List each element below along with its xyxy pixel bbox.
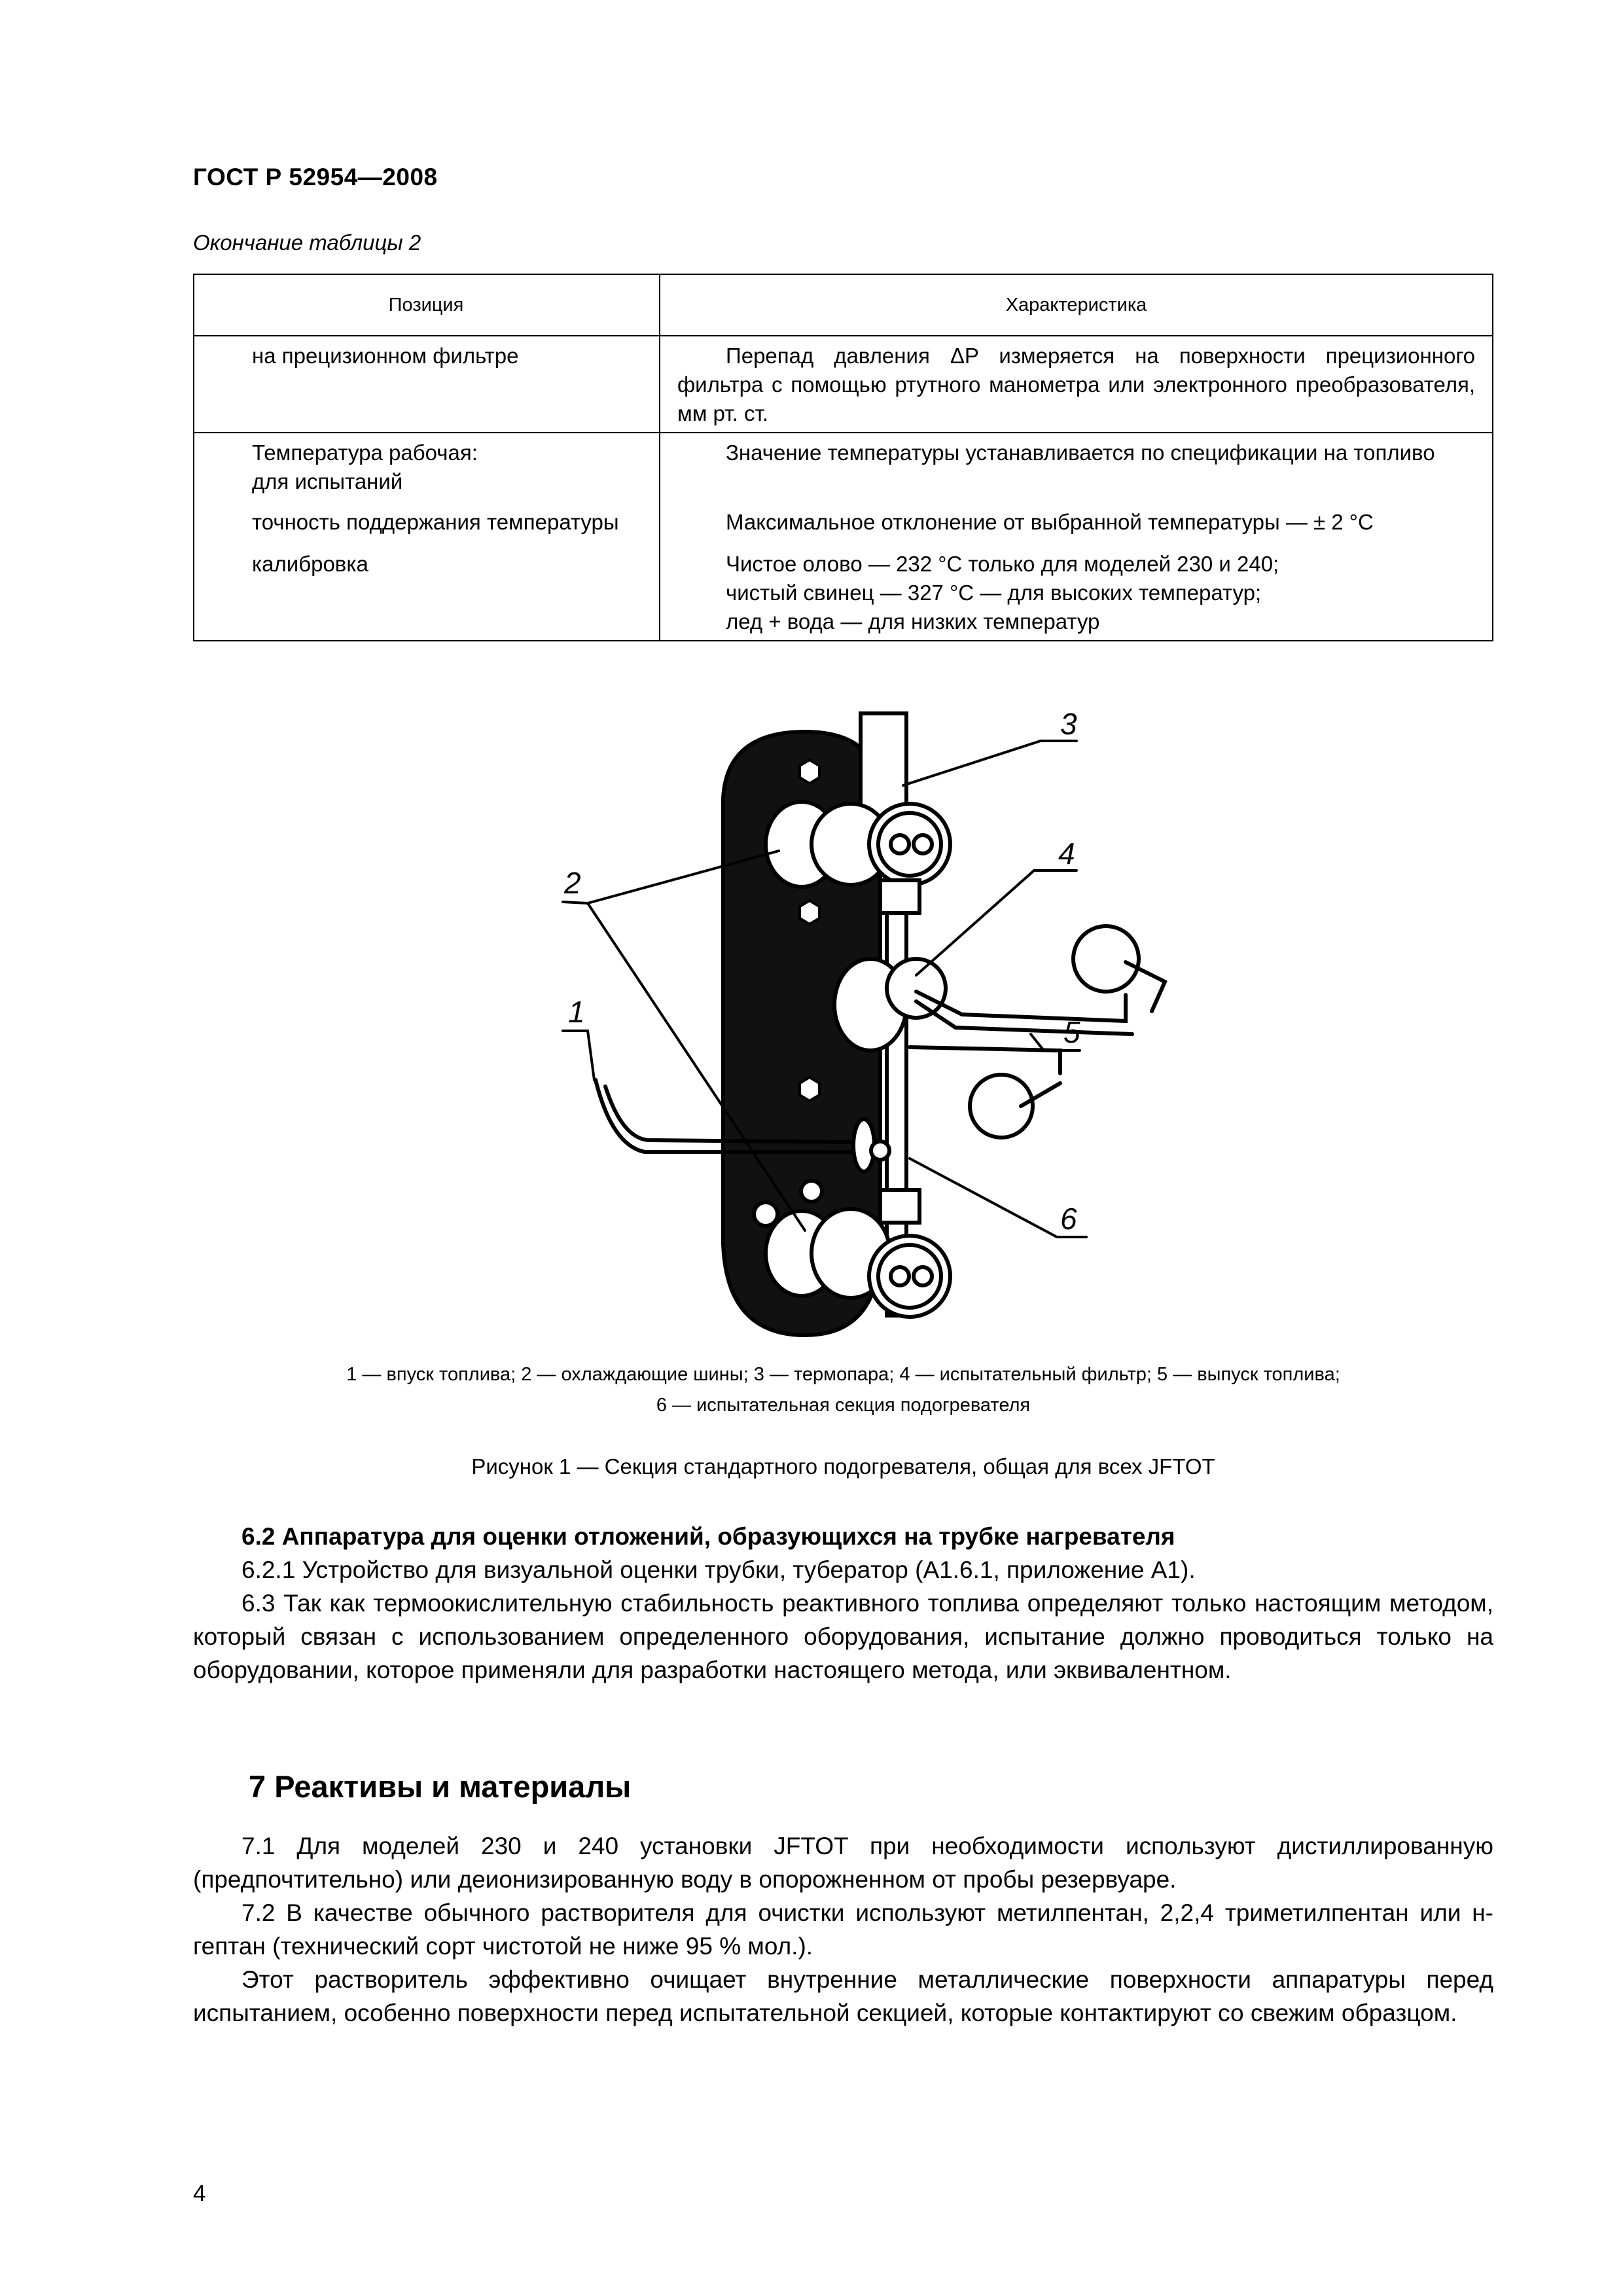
- row-characteristic: Максимальное отклонение от выбранной температуры — ± 2 °С: [726, 510, 1374, 534]
- row-characteristic-line: чистый свинец — 327 °С — для высоких температур;: [726, 581, 1262, 605]
- document-header: ГОСТ Р 52954—2008: [193, 164, 438, 190]
- paragraph-7-1: 7.1 Для моделей 230 и 240 установки JFTOT при необходимости используют дистиллированную (предпочтительно) или деионизированную воду в опорожненном от пробы резервуаре.: [193, 1833, 1493, 1893]
- callout-1: 1: [568, 995, 585, 1029]
- callout-6: 6: [1060, 1202, 1077, 1236]
- callout-2: 2: [564, 866, 581, 900]
- fuel-outlet-tube: [916, 992, 1126, 1021]
- paragraph-6-3: 6.3 Так как термоокислительную стабильность реактивного топлива определяют только настоящим методом, который связан с использованием определенного оборудования, испытание должно проводиться только на оборудовании, которое применяли для разработки настоящего метода, или эквивалентном.: [193, 1590, 1493, 1683]
- row-characteristic-line: лед + вода — для низких температур: [726, 609, 1100, 634]
- section-7: [193, 1829, 1493, 2030]
- figure-caption: Рисунок 1 — Секция стандартного подогревателя, общая для всех JFTOT: [471, 1454, 1215, 1479]
- figure-legend-line1: 1 — впуск топлива; 2 — охлаждающие шины; 3 — термопара; 4 — испытательный фильтр; 5 — выпуск топлива;: [346, 1364, 1340, 1385]
- table-caption: Окончание таблицы 2: [193, 230, 421, 255]
- section-6-2: [193, 1520, 1493, 1687]
- row-position: для испытаний: [252, 469, 403, 493]
- figure-legend-line2: 6 — испытательная секция подогревателя: [656, 1395, 1031, 1416]
- paragraph-7-2: 7.2 В качестве обычного растворителя для очистки используют метилпентан, 2,2,4 триметилпентан или н-гептан (технический сорт чистотой не ниже 95 % мол.).: [193, 1899, 1493, 1960]
- test-filter: [887, 959, 946, 1018]
- page-number: 4: [193, 2181, 206, 2206]
- tube-clamp: [880, 1190, 919, 1223]
- row-position: Температура рабочая:: [252, 440, 478, 465]
- callout-5: 5: [1063, 1015, 1080, 1049]
- row-characteristic: Перепад давления ΔP измеряется на поверхности прецизионного фильтра с помощью ртутного манометра или электронного преобразователя, мм рт. ст.: [677, 344, 1475, 425]
- tube-clamp: [880, 880, 919, 913]
- callout-3: 3: [1060, 707, 1077, 741]
- section-6-2-heading: 6.2 Аппаратура для оценки отложений, образующихся на трубке нагревателя: [241, 1523, 1175, 1550]
- paragraph-6-2-1: 6.2.1 Устройство для визуальной оценки трубки, туберaтор (А1.6.1, приложение А1).: [241, 1556, 1196, 1583]
- hex-nut: [800, 760, 819, 783]
- section-7-heading: 7 Реактивы и материалы: [249, 1769, 632, 1804]
- column-header-position: Позиция: [194, 274, 660, 336]
- row-position: на прецизионном фильтре: [252, 344, 519, 368]
- row-characteristic-line: Чистое олово — 232 °С только для моделей 230 и 240;: [726, 552, 1279, 576]
- paragraph-7-2-continued: Этот растворитель эффективно очищает внутренние металлические поверхности аппаратуры перед испытанием, особенно поверхности перед испытательной секцией, которые контактируют со свежим образцом.: [193, 1966, 1493, 2026]
- row-position: точность поддержания температуры: [252, 510, 619, 534]
- hex-nut: [800, 901, 819, 924]
- hex-nut: [800, 1077, 819, 1101]
- row-position: калибровка: [252, 552, 368, 576]
- column-header-characteristic: Характеристика: [660, 274, 1493, 336]
- row-characteristic: Значение температуры устанавливается по спецификации на топливо: [726, 440, 1435, 465]
- callout-4: 4: [1058, 836, 1075, 870]
